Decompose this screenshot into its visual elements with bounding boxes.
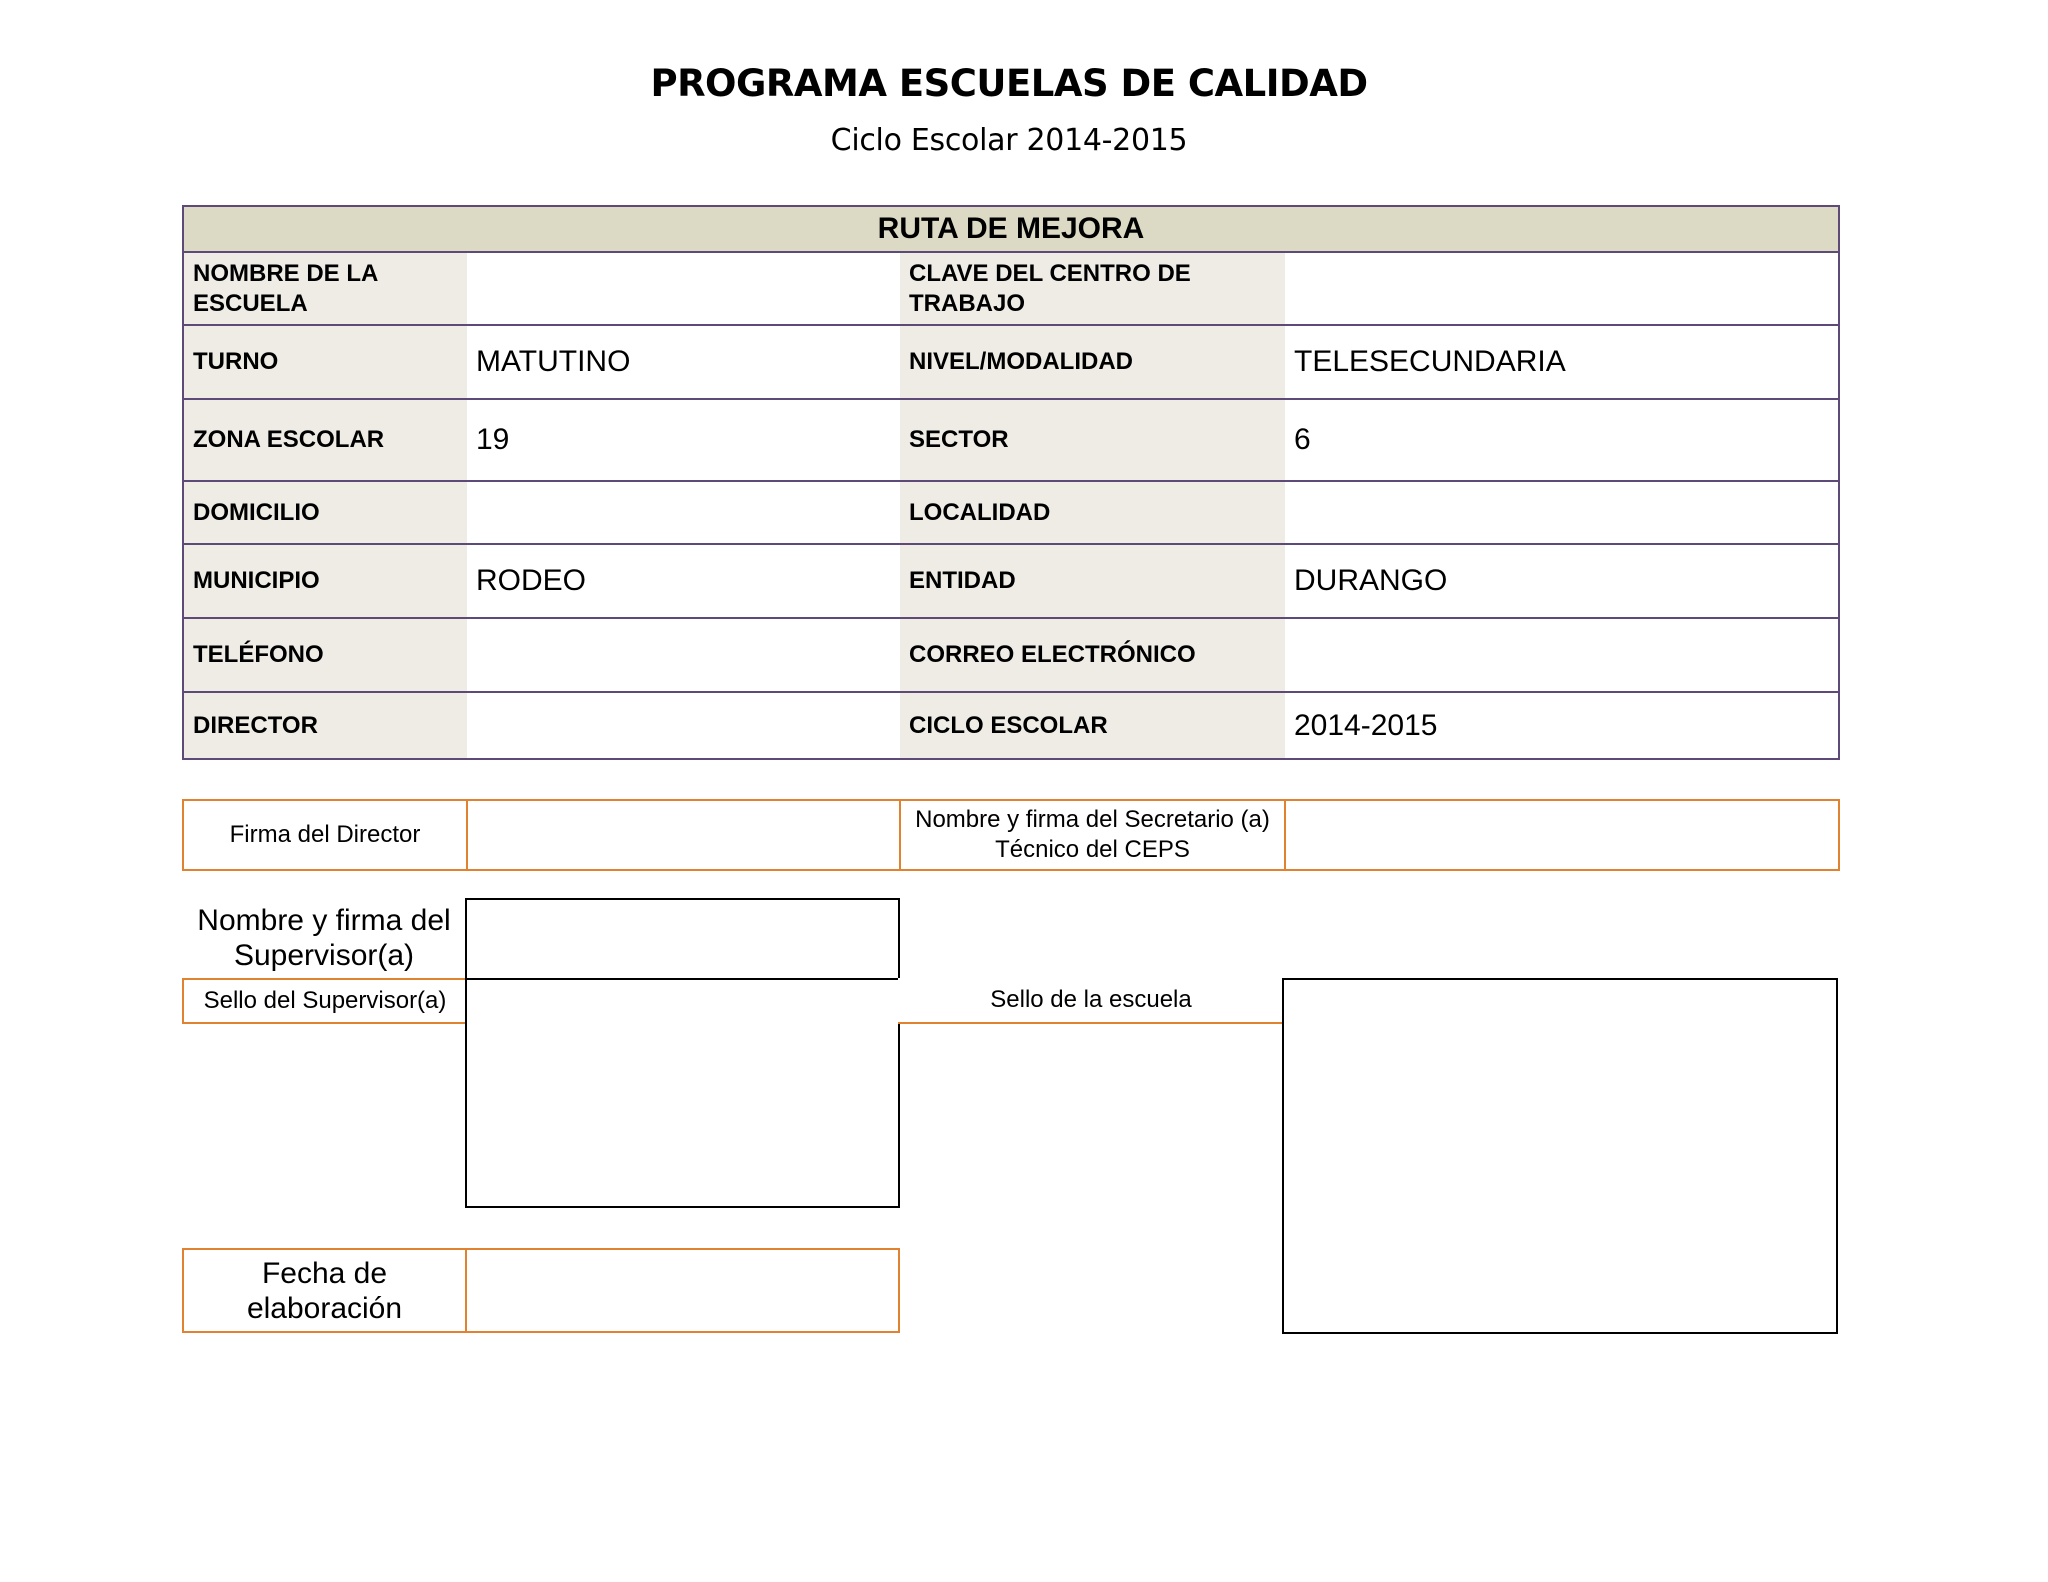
table-row xyxy=(183,692,1839,759)
school-info-table xyxy=(182,205,1840,760)
director-signature-label: Firma del Director xyxy=(183,800,467,870)
field-label: DOMICILIO xyxy=(183,481,467,544)
supervisor-signature-field[interactable] xyxy=(465,898,900,980)
table-row xyxy=(183,325,1839,399)
table-heading: RUTA DE MEJORA xyxy=(183,206,1839,252)
page-subtitle: Ciclo Escolar 2014-2015 xyxy=(830,123,1188,158)
date-field[interactable] xyxy=(465,1248,900,1333)
field-label: TURNO xyxy=(183,325,467,399)
field-label: CORREO ELECTRÓNICO xyxy=(900,618,1285,692)
shift-field[interactable]: MATUTINO xyxy=(467,325,900,399)
address-field[interactable] xyxy=(467,481,900,544)
field-label: ENTIDAD xyxy=(900,544,1285,618)
field-label: CLAVE DEL CENTRO DE TRABAJO xyxy=(900,252,1285,325)
field-label: SECTOR xyxy=(900,399,1285,481)
director-field[interactable] xyxy=(467,692,900,759)
table-heading-row xyxy=(183,206,1839,252)
secretary-signature-field[interactable] xyxy=(1285,800,1839,870)
municipality-field[interactable]: RODEO xyxy=(467,544,900,618)
director-signature-field[interactable] xyxy=(467,800,900,870)
table-row xyxy=(183,399,1839,481)
field-label: DIRECTOR xyxy=(183,692,467,759)
state-field[interactable]: DURANGO xyxy=(1285,544,1839,618)
locality-field[interactable] xyxy=(1285,481,1839,544)
field-label: MUNICIPIO xyxy=(183,544,467,618)
signature-row xyxy=(182,799,1840,871)
field-label: NIVEL/MODALIDAD xyxy=(900,325,1285,399)
field-label: CICLO ESCOLAR xyxy=(900,692,1285,759)
school-name-field[interactable] xyxy=(467,252,900,325)
work-center-key-field[interactable] xyxy=(1285,252,1839,325)
field-label: NOMBRE DE LA ESCUELA xyxy=(183,252,467,325)
school-cycle-field[interactable]: 2014-2015 xyxy=(1285,692,1839,759)
table-row xyxy=(183,544,1839,618)
level-modality-field[interactable]: TELESECUNDARIA xyxy=(1285,325,1839,399)
supervisor-seal-label: Sello del Supervisor(a) xyxy=(182,978,466,1024)
sector-field[interactable]: 6 xyxy=(1285,399,1839,481)
table-row xyxy=(183,481,1839,544)
page-title: PROGRAMA ESCUELAS DE CALIDAD xyxy=(650,62,1368,105)
supervisor-signature-label: Nombre y firma del Supervisor(a) xyxy=(197,904,451,972)
school-zone-field[interactable]: 19 xyxy=(467,399,900,481)
table-row xyxy=(183,252,1839,325)
field-label: TELÉFONO xyxy=(183,618,467,692)
field-label: LOCALIDAD xyxy=(900,481,1285,544)
email-field[interactable] xyxy=(1285,618,1839,692)
school-seal-label: Sello de la escuela xyxy=(898,978,1284,1024)
supervisor-seal-field[interactable] xyxy=(465,978,900,1208)
field-label: ZONA ESCOLAR xyxy=(183,399,467,481)
table-row xyxy=(183,618,1839,692)
school-seal-field[interactable] xyxy=(1282,978,1838,1334)
date-label: Fecha de elaboración xyxy=(182,1248,467,1333)
secretary-signature-label: Nombre y firma del Secretario (a) Técnico del CEPS xyxy=(900,800,1285,870)
phone-field[interactable] xyxy=(467,618,900,692)
